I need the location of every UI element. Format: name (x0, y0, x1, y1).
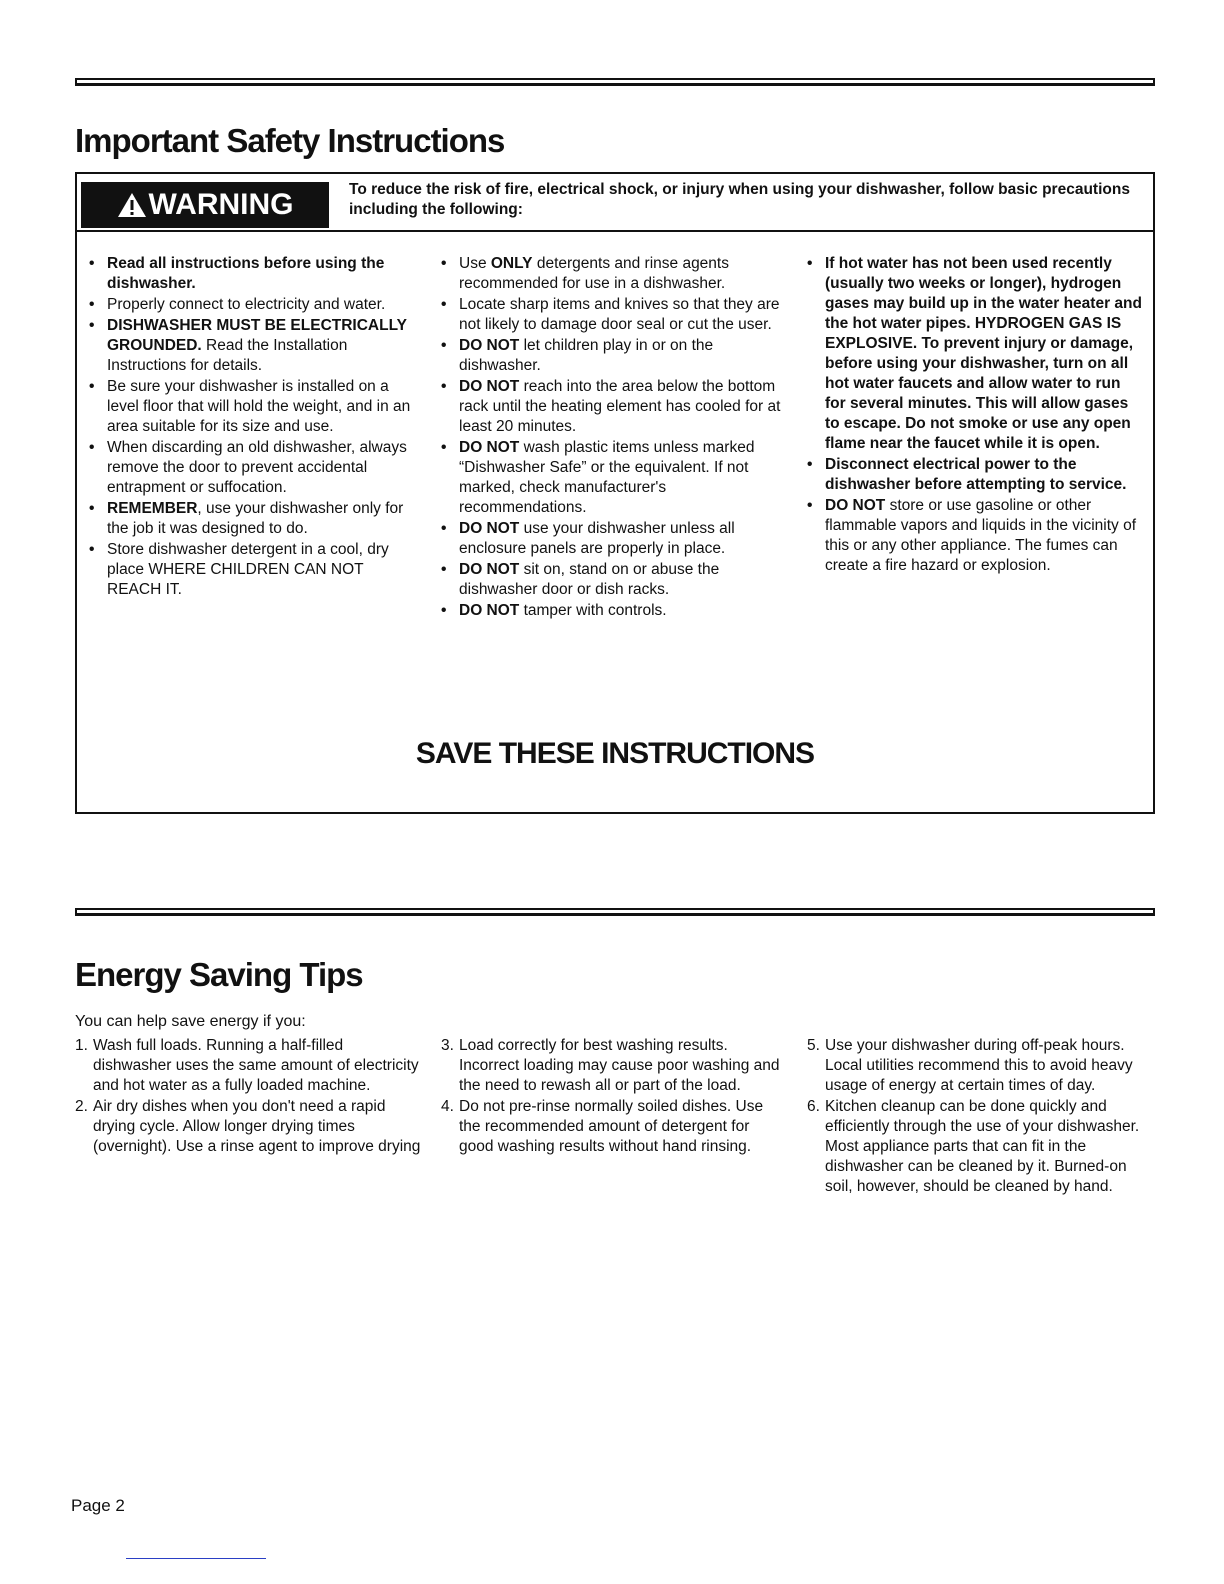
list-item: • DO NOT sit on, stand on or abuse the dishwasher door or dish racks. (439, 560, 789, 600)
list-item: 1. Wash full loads. Running a half-filled dishwasher uses the same amount of electricity and hot water as a fully loaded machine. (75, 1037, 419, 1094)
safety-column-1 (87, 254, 417, 601)
warning-header (77, 174, 1153, 232)
tips-column-1 (75, 1036, 425, 1158)
list-item: 3. Load correctly for best washing results. Incorrect loading may cause poor washing and the need to rewash all or part of the load. (441, 1037, 780, 1094)
list-item: • Disconnect electrical power to the dishwasher before attempting to service. (805, 455, 1145, 495)
energy-rule-bar (75, 908, 1155, 916)
list-item: • Use ONLY detergents and rinse agents recommended for use in a dishwasher. (439, 254, 789, 294)
warning-badge (81, 182, 329, 228)
list-item: • Be sure your dishwasher is installed on a level floor that will hold the weight, and in an area suitable for its size and use. (87, 377, 417, 437)
warning-triangle-icon (117, 192, 147, 218)
safety-column-2 (439, 254, 789, 622)
safety-column-3 (805, 254, 1145, 577)
list-item: 2. Air dry dishes when you don't need a rapid drying cycle. Allow longer drying times (overnight). Use a rinse agent to improve drying (75, 1098, 421, 1155)
list-item: • Store dishwasher detergent in a cool, dry place WHERE CHILDREN CAN NOT REACH IT. (87, 540, 417, 600)
list-item: • If hot water has not been used recently (usually two weeks or longer), hydrogen gases may build up in the water heater and the hot water pipes. HYDROGEN GAS IS EXPLOSIVE. To prevent injury or damage, before using your dishwasher, turn on all hot water faucets and allow water to run for several minutes. This will allow gases to escape. Do not smoke or use any open flame near the faucet while it is open. (805, 254, 1145, 454)
safety-box (75, 172, 1155, 814)
tips-column-2 (441, 1036, 781, 1158)
bottom-link-line (126, 1558, 266, 1559)
warning-label: WARNING (148, 188, 294, 221)
list-item: 4. Do not pre-rinse normally soiled dishes. Use the recommended amount of detergent for good washing results without hand rinsing. (441, 1098, 764, 1155)
list-item: • DO NOT wash plastic items unless marked “Dishwasher Safe” or the equivalent. If not marked, check manufacturer's recommendations. (439, 438, 789, 518)
list-item: • DO NOT tamper with controls. (439, 601, 789, 621)
list-item: • Locate sharp items and knives so that they are not likely to damage door seal or cut the user. (439, 295, 789, 335)
list-item: • DO NOT reach into the area below the bottom rack until the heating element has cooled for at least 20 minutes. (439, 377, 789, 437)
safety-title: Important Safety Instructions (75, 122, 505, 159)
list-item: • Properly connect to electricity and water. (87, 295, 417, 315)
list-item: 6. Kitchen cleanup can be done quickly and efficiently through the use of your dishwasher. Most appliance parts that can fit in the dishwasher can be cleaned by it. Burned-on soil, however, should be cleaned by hand. (807, 1098, 1140, 1195)
list-item: • When discarding an old dishwasher, always remove the door to prevent accidental entrapment or suffocation. (87, 438, 417, 498)
list-item: • DISHWASHER MUST BE ELECTRICALLY GROUNDED. Read the Installation Instructions for details. (87, 316, 417, 376)
energy-title: Energy Saving Tips (75, 956, 363, 993)
list-item: • Read all instructions before using the dishwasher. (87, 254, 417, 294)
warning-intro: To reduce the risk of fire, electrical shock, or injury when using your dishwasher, follow basic precautions including the following: (349, 181, 1130, 218)
save-instructions-heading: SAVE THESE INSTRUCTIONS (415, 737, 815, 770)
list-item: • DO NOT store or use gasoline or other flammable vapors and liquids in the vicinity of this or any other appliance. The fumes can create a fire hazard or explosion. (805, 496, 1145, 576)
top-rule-bar (75, 78, 1155, 86)
list-item: • DO NOT use your dishwasher unless all enclosure panels are properly in place. (439, 519, 789, 559)
tips-column-3 (807, 1036, 1152, 1198)
page-number: Page 2 (71, 1496, 125, 1515)
list-item: 5. Use your dishwasher during off-peak hours. Local utilities recommend this to avoid heavy usage of energy at certain times of day. (807, 1037, 1133, 1094)
list-item: • DO NOT let children play in or on the dishwasher. (439, 336, 789, 376)
energy-intro: You can help save energy if you: (75, 1013, 306, 1030)
list-item: • REMEMBER, use your dishwasher only for the job it was designed to do. (87, 499, 417, 539)
